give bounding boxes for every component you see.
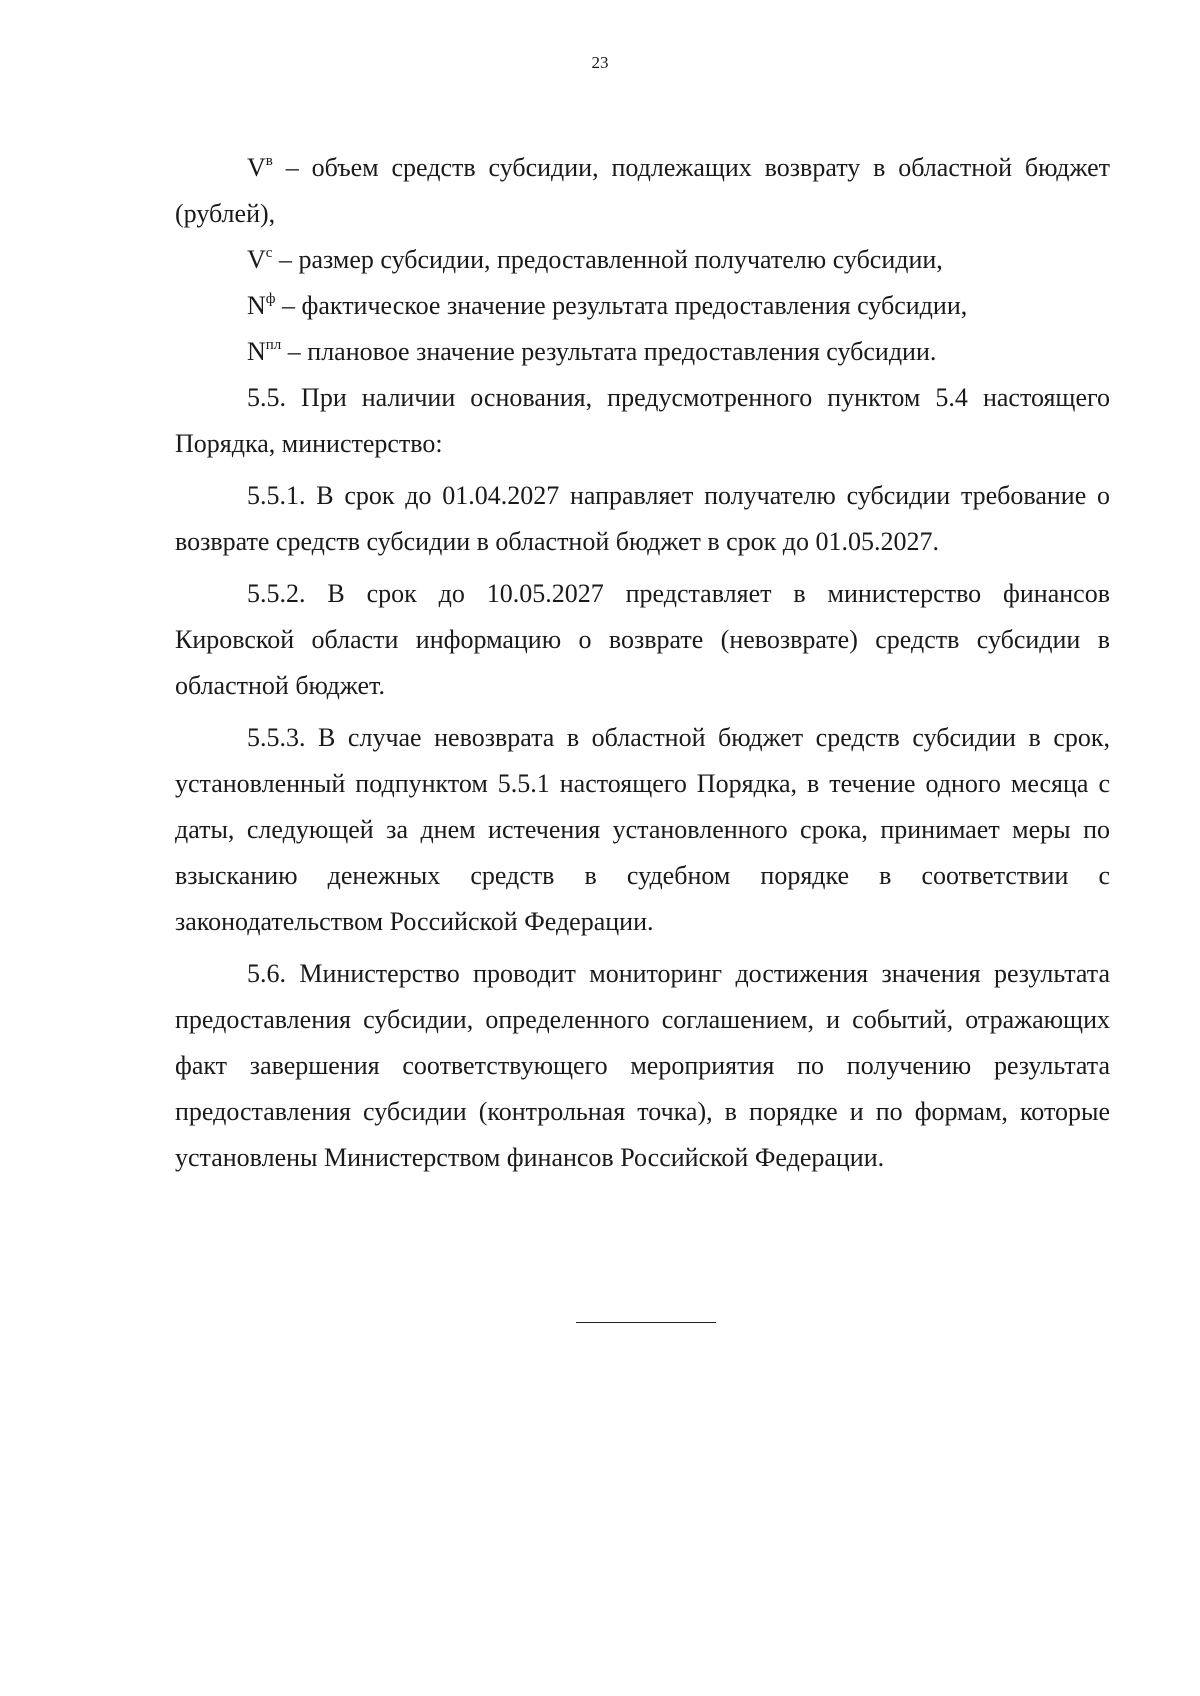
end-divider bbox=[576, 1322, 716, 1323]
definition-v-return bbox=[175, 145, 1110, 237]
document-body bbox=[175, 145, 1110, 1181]
page-number: 23 bbox=[591, 53, 609, 72]
paragraph-5-5: 5.5. При наличии основания, предусмотренного пунктом 5.4 настоящего Порядка, министерство: bbox=[175, 383, 1110, 458]
paragraph-5-5-3: 5.5.3. В случае невозврата в областной бюджет средств субсидии в срок, установленный подпунктом 5.5.1 настоящего Порядка, в течение одного месяца с даты, следующей за днем истечения установленного срока, принимает меры по взысканию денежных средств в судебном порядке в соответствии с законодательством Российской Федерации. bbox=[175, 723, 1110, 936]
symbol: N bbox=[247, 291, 266, 320]
definition-text: – плановое значение результата предоставления субсидии. bbox=[281, 337, 937, 366]
paragraph-5-6: 5.6. Министерство проводит мониторинг достижения значения результата предоставления субсидии, определенного соглашением, и событий, отражающих факт завершения соответствующего мероприятия по получению результата предоставления субсидии (контрольная точка), в порядке и по формам, которые установлены Министерством финансов Российской Федерации. bbox=[175, 959, 1110, 1172]
symbol-superscript: в bbox=[265, 153, 273, 169]
symbol-superscript: ф bbox=[265, 291, 276, 307]
definition-v-subsidy bbox=[175, 237, 1110, 283]
symbol: V bbox=[247, 153, 266, 182]
definition-text: – размер субсидии, предоставленной получателю субсидии, bbox=[272, 245, 943, 274]
paragraph-5-5-1: 5.5.1. В срок до 01.04.2027 направляет получателю субсидии требование о возврате средств субсидии в областной бюджет в срок до 01.05.2027. bbox=[175, 481, 1110, 556]
definition-text: – фактическое значение результата предоставления субсидии, bbox=[275, 291, 968, 320]
symbol: N bbox=[247, 337, 266, 366]
paragraph-5-5-2: 5.5.2. В срок до 10.05.2027 представляет в министерство финансов Кировской области информацию о возврате (невозврате) средств субсидии в областной бюджет. bbox=[175, 579, 1110, 700]
definition-text: – объем средств субсидии, подлежащих возврату в областной бюджет (рублей), bbox=[175, 153, 1110, 228]
symbol: V bbox=[247, 245, 266, 274]
symbol-superscript: с bbox=[265, 245, 273, 261]
definition-n-planned bbox=[175, 329, 1110, 375]
definition-n-actual bbox=[175, 283, 1110, 329]
symbol-superscript: пл bbox=[265, 337, 282, 353]
